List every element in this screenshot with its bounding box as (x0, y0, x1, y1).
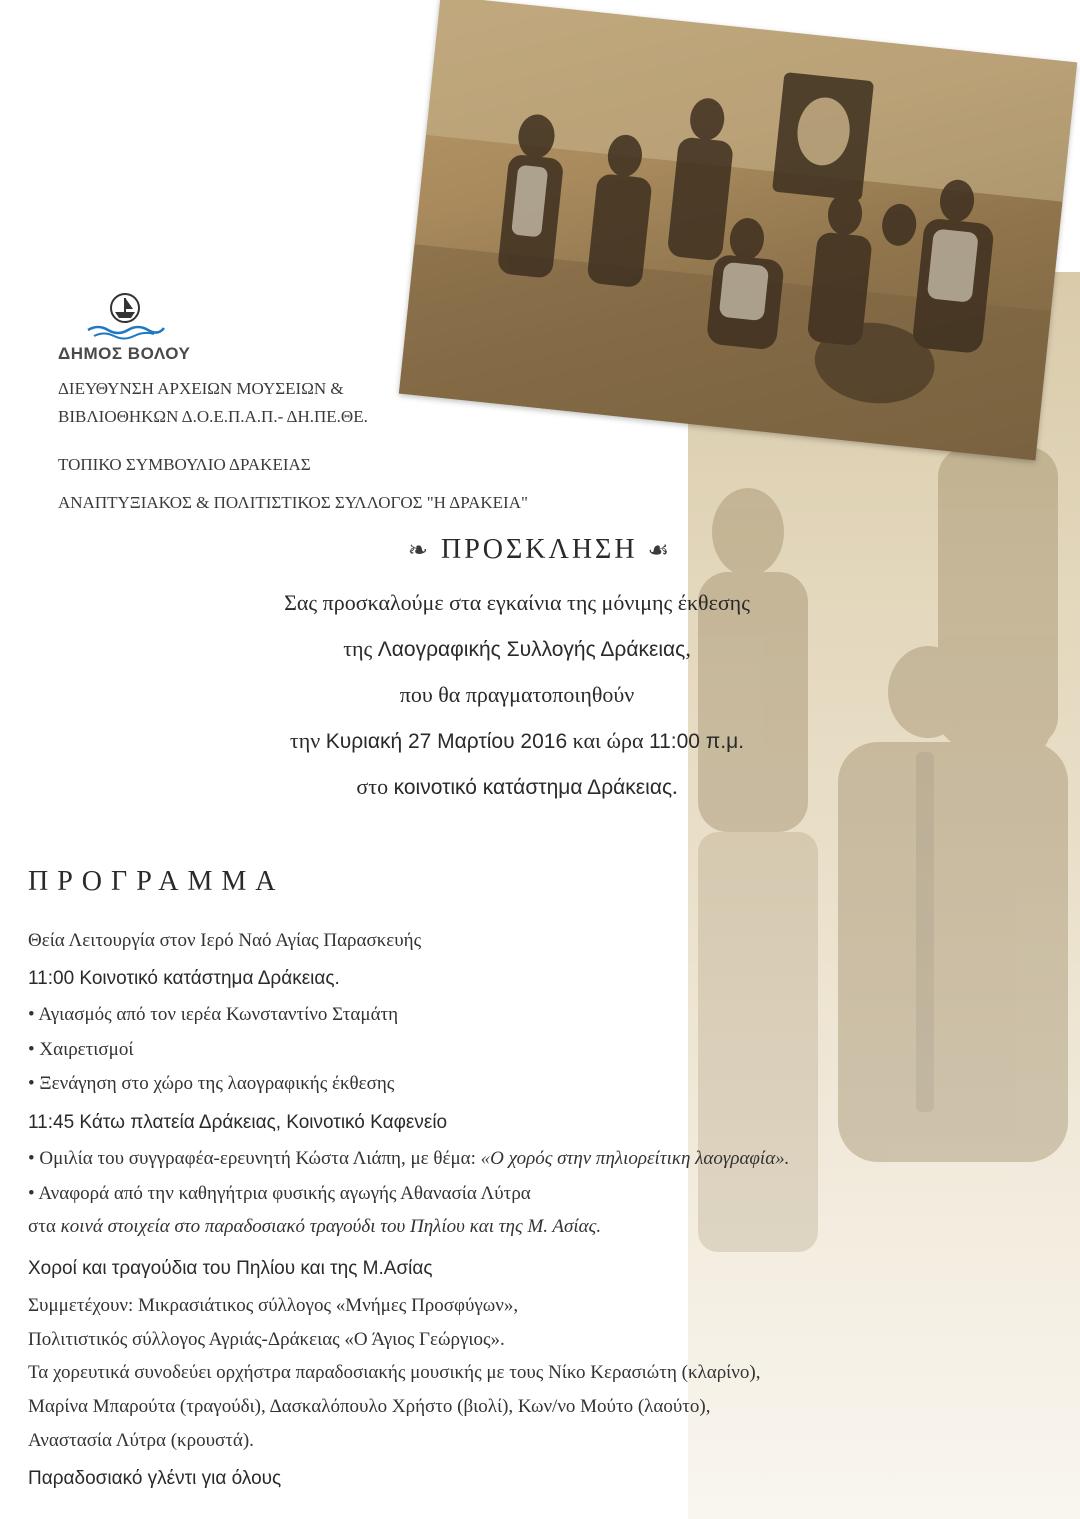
collection-name: Λαογραφικής Συλλογής Δράκειας (377, 638, 686, 661)
section-3-line-3: Τα χορευτικά συνοδεύει ορχήστρα παραδοσιακής μουσικής με τους Νίκο Κερασιώτη (κλαρίνο), (28, 1362, 761, 1383)
program-title: ΠΡΟΓΡΑΜΜΑ (28, 866, 285, 897)
invitation-line-5-post: . (672, 774, 678, 799)
invitation-line-3: που θα πραγματοποιηθούν (399, 682, 635, 707)
invitation-line-4 (0, 728, 1034, 754)
invitation-title (0, 534, 1080, 566)
section-2-item-3-pre: στα (28, 1216, 61, 1237)
section-2-item-3 (28, 1216, 601, 1238)
section-2-item-1 (28, 1148, 789, 1170)
invitation-line-2-pre: της (343, 636, 378, 661)
invitation-title-text: ΠΡΟΣΚΛΗΣΗ (441, 534, 638, 565)
ornament-right-icon: ☙ (647, 538, 673, 564)
section-1-item-3: • Ξενάγηση στο χώρο της λαογραφικής έκθεσης (28, 1073, 395, 1094)
org-line-2: ΒΙΒΛΙΟΘΗΚΩΝ Δ.Ο.Ε.Π.Α.Π.- ΔΗ.ΠΕ.ΘΕ. (58, 407, 368, 426)
section-2-item-1-text: • Ομιλία του συγγραφέα-ερευνητή Κώστα Λιάπη, με θέμα: (28, 1148, 481, 1169)
ornament-left-icon: ❧ (407, 538, 431, 564)
org-line-4: ΑΝΑΠΤΥΞΙΑΚΟΣ & ΠΟΛΙΤΙΣΤΙΚΟΣ ΣΥΛΛΟΓΟΣ "Η ΔΡΑΚΕΙΑ" (58, 493, 528, 512)
talk-topic: κοινά στοιχεία στο παραδοσιακό τραγούδι του Πηλίου και της Μ. Ασίας. (60, 1216, 602, 1237)
section-1-item-2: • Χαιρετισμοί (28, 1039, 134, 1060)
lecture-topic: «Ο χορός στην πηλιορείτικη λαογραφία». (480, 1148, 790, 1169)
section-1-item-1: • Αγιασμός από τον ιερέα Κωνσταντίνο Σταμάτη (28, 1004, 399, 1025)
section-1-heading: 11:00 Κοινοτικό κατάστημα Δράκειας. (28, 968, 340, 989)
invitation-line-4-pre: την (289, 728, 326, 753)
section-3-heading: Χοροί και τραγούδια του Πηλίου και της Μ.Ασίας (28, 1258, 433, 1279)
invitation-line-1: Σας προσκαλούμε στα εγκαίνια της μόνιμης έκθεσης (284, 590, 750, 615)
vintage-group-photo (399, 0, 1077, 460)
event-date: Κυριακή 27 Μαρτίου 2016 (325, 730, 568, 753)
org-line-1: ΔΙΕΥΘΥΝΣΗ ΑΡΧΕΙΩΝ ΜΟΥΣΕΙΩΝ & (58, 379, 344, 398)
program-liturgy: Θεία Λειτουργία στον Ιερό Ναό Αγίας Παρασκευής (28, 930, 422, 951)
section-3-line-5: Αναστασία Λύτρα (κρουστά). (28, 1430, 254, 1451)
invitation-line-5 (0, 774, 1034, 800)
closing-line: Παραδοσιακό γλέντι για όλους (28, 1468, 282, 1489)
section-3-line-2: Πολιτιστικός σύλλογος Αγριάς-Δράκειας «Ο Άγιος Γεώργιος». (28, 1329, 505, 1350)
invitation-line-2 (0, 636, 1034, 662)
invitation-line-2-post: , (685, 636, 691, 661)
invitation-line-5-pre: στο (356, 774, 394, 799)
section-2-heading: 11:45 Κάτω πλατεία Δράκειας, Κοινοτικό Καφενείο (28, 1112, 448, 1133)
section-3-line-4: Μαρίνα Μπαρούτα (τραγούδι), Δασκαλόπουλο Χρήστο (βιολί), Κων/νο Μούτο (λαούτο), (28, 1396, 711, 1417)
section-2-item-2: • Αναφορά από την καθηγήτρια φυσικής αγωγής Αθανασία Λύτρα (28, 1183, 531, 1204)
ship-logo-icon (82, 290, 168, 342)
municipality-name: ΔΗΜΟΣ ΒΟΛΟΥ (58, 344, 191, 363)
event-time: 11:00 π.μ. (648, 730, 745, 753)
org-line-3: ΤΟΠΙΚΟ ΣΥΜΒΟΥΛΙΟ ΔΡΑΚΕΙΑΣ (58, 455, 311, 474)
background-photo (688, 272, 1080, 1519)
vintage-group-photo-figures (399, 0, 1077, 460)
background-photo-figures (688, 272, 1080, 1519)
event-venue: κοινοτικό κατάστημα Δράκειας (393, 776, 673, 799)
section-3-line-1: Συμμετέχουν: Μικρασιάτικος σύλλογος «Μνήμες Προσφύγων», (28, 1295, 519, 1316)
invitation-line-4-mid: και ώρα (567, 728, 649, 753)
